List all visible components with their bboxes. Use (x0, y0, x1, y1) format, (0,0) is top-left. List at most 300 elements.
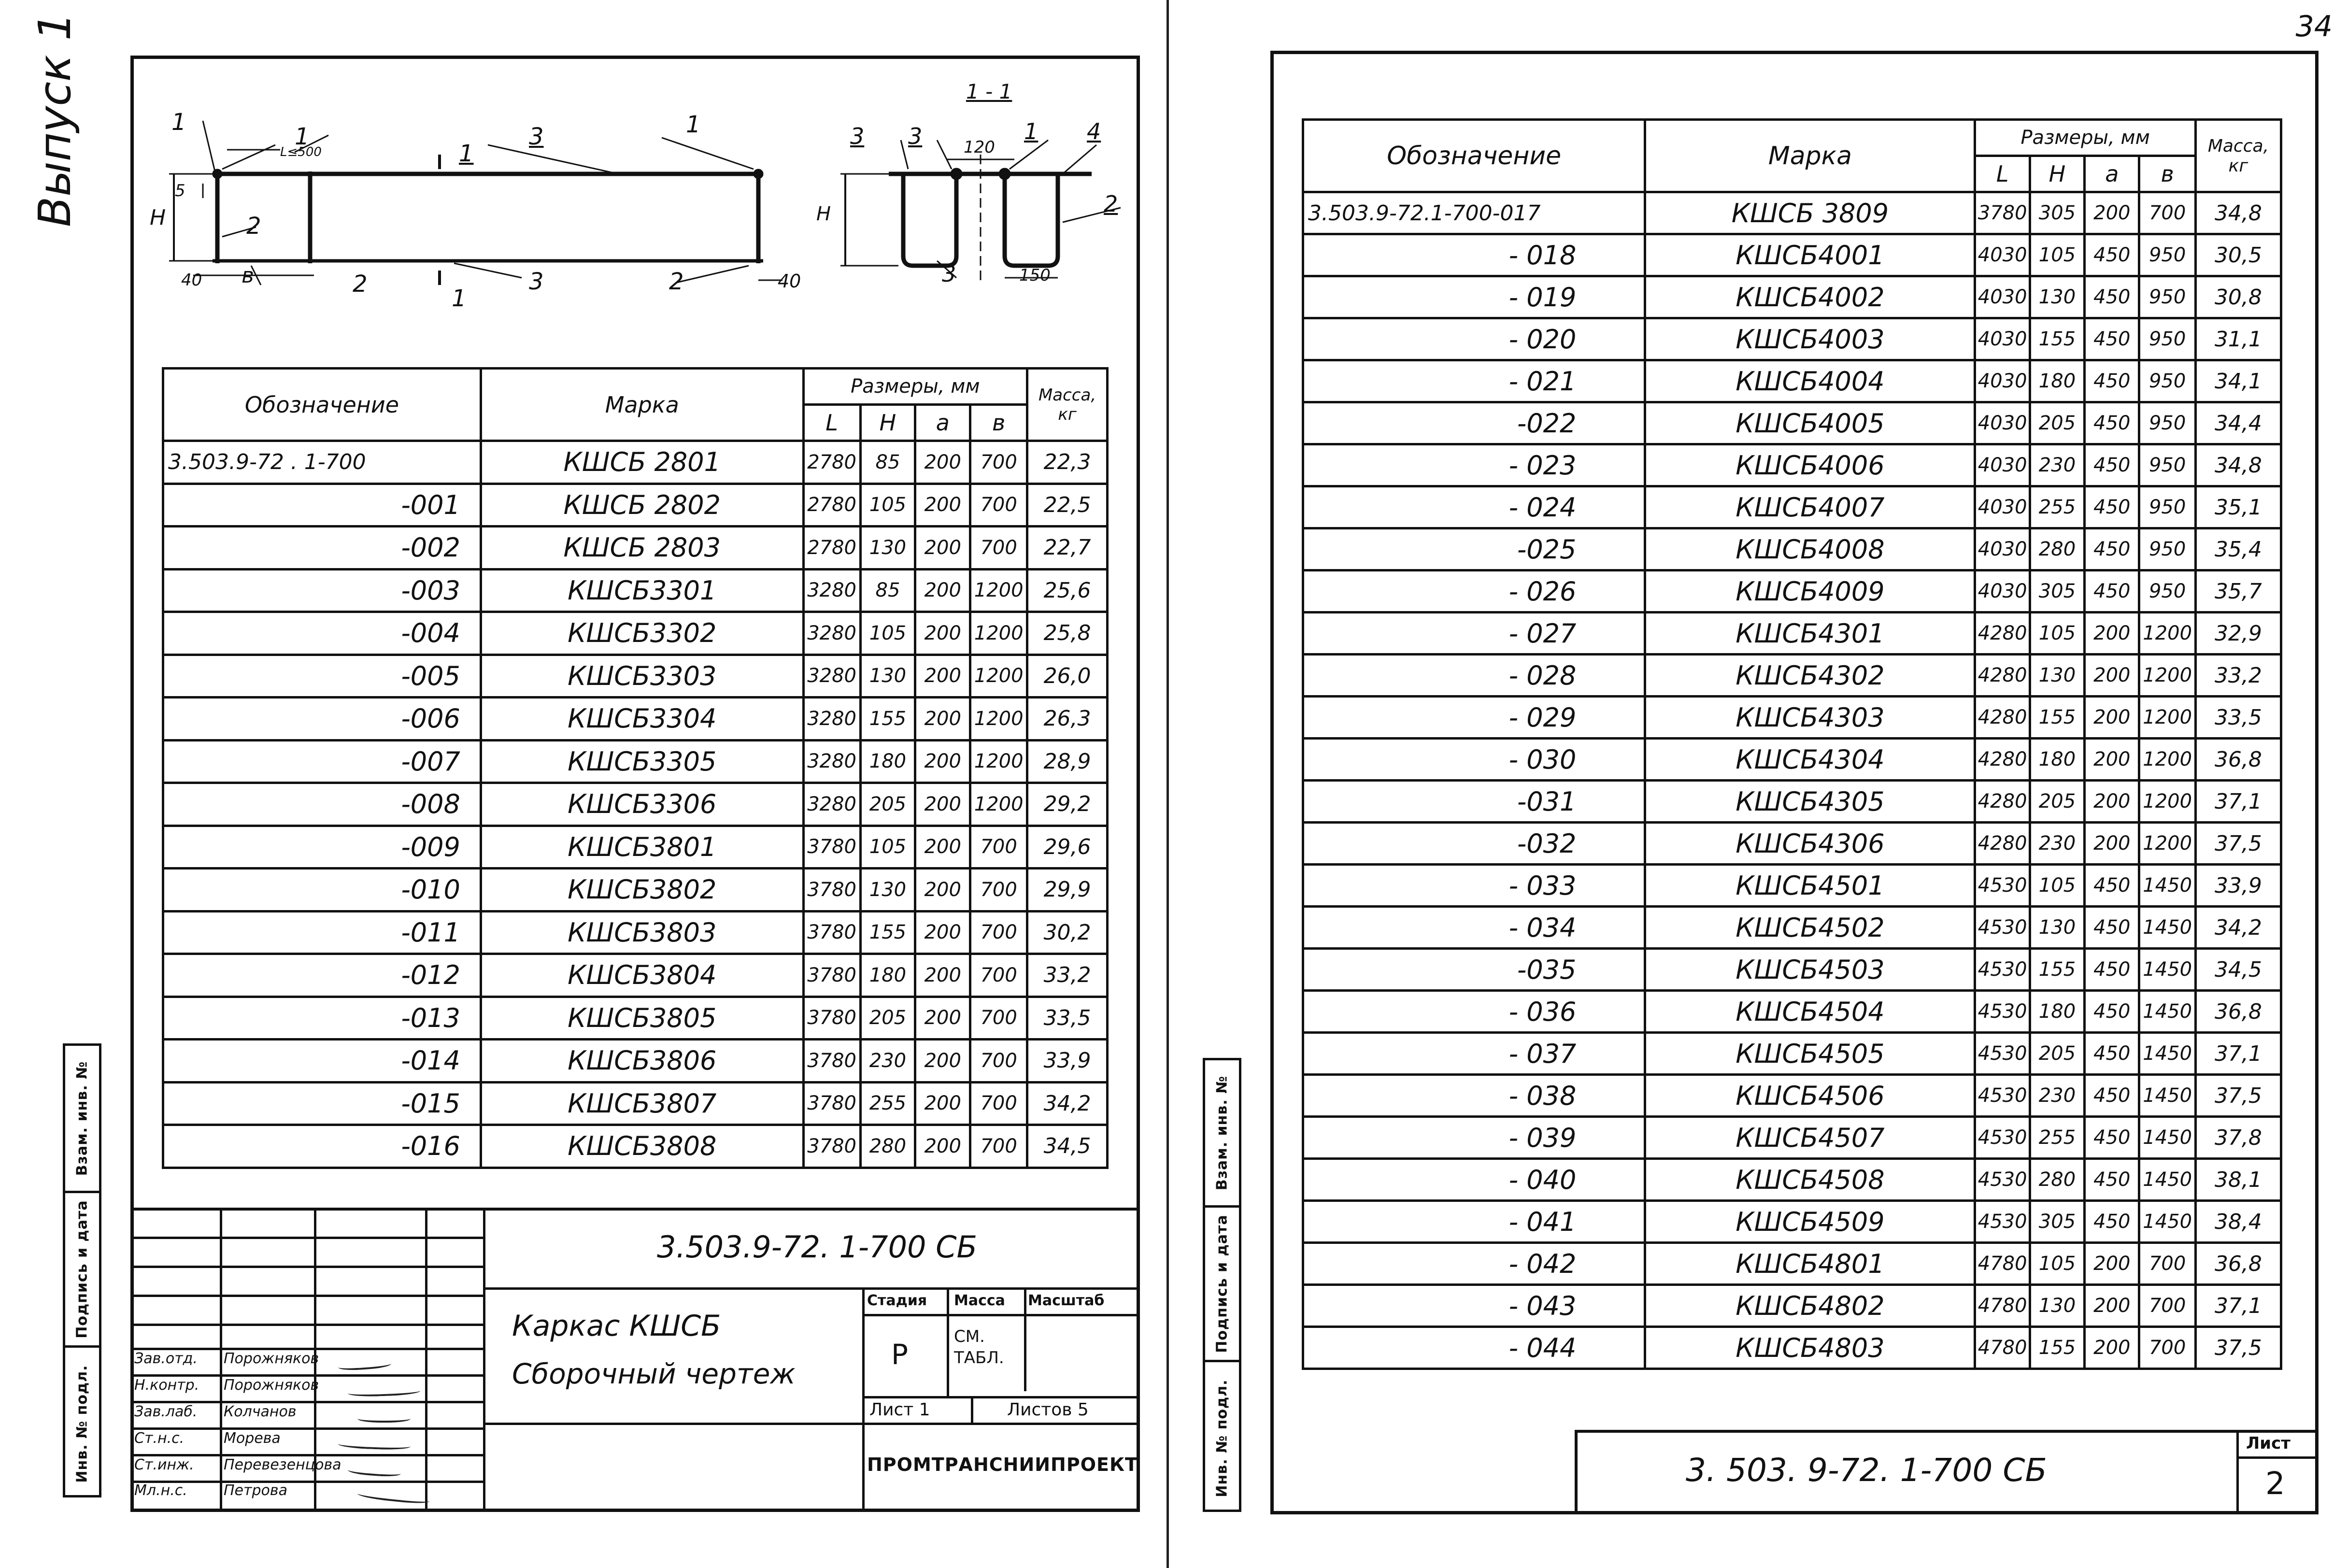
b-cell: 700 (970, 1082, 1027, 1125)
length-cell: 4030 (1975, 528, 2030, 570)
mass-cell: 28,9 (1027, 740, 1108, 783)
mark-cell: КШСБ3801 (481, 826, 803, 869)
sheet-divider (1166, 0, 1169, 1568)
height-cell: 205 (860, 997, 915, 1040)
b-cell: 700 (970, 997, 1027, 1040)
designation-cell: -011 (163, 911, 481, 954)
mass-cell: 36,8 (2195, 991, 2281, 1033)
b-cell: 700 (970, 1125, 1027, 1168)
length-cell: 4030 (1975, 486, 2030, 528)
b-cell: 700 (970, 869, 1027, 912)
mass-cell: 25,8 (1027, 612, 1108, 655)
drawing-title-line1: Каркас КШСБ (512, 1309, 721, 1343)
mass-cell: 33,9 (1027, 1040, 1108, 1083)
designation-cell: - 042 (1303, 1243, 1645, 1285)
height-cell: 180 (2030, 991, 2084, 1033)
length-cell: 4530 (1975, 907, 2030, 949)
table-row (163, 740, 1108, 783)
mass-cell: 35,7 (2195, 570, 2281, 613)
scale-header: Масштаб (1028, 1292, 1105, 1309)
a-cell: 450 (2085, 234, 2139, 276)
height-cell: 255 (2030, 486, 2084, 528)
dim-40-left: 40 (181, 271, 202, 290)
col-b-right: в (2139, 156, 2195, 192)
mass-cell: 33,9 (2195, 865, 2281, 907)
table-row (1303, 991, 2281, 1033)
signer-role: Ст.инж. (134, 1456, 194, 1473)
length-cell: 2780 (803, 527, 860, 570)
dim-120: 120 (964, 138, 995, 157)
mass-cell: 34,2 (2195, 907, 2281, 949)
col-mark-right: Марка (1645, 120, 1975, 192)
length-cell: 3780 (803, 1040, 860, 1083)
table-row (1303, 1201, 2281, 1243)
a-cell: 200 (915, 569, 970, 612)
table-row (1303, 781, 2281, 823)
mark-cell: КШСБ3302 (481, 612, 803, 655)
mass-cell: 26,3 (1027, 698, 1108, 741)
designation-cell: -010 (163, 869, 481, 912)
table-row (1303, 865, 2281, 907)
b-cell: 700 (970, 826, 1027, 869)
mass-cell: 30,2 (1027, 911, 1108, 954)
height-cell: 130 (860, 655, 915, 698)
table-row (1303, 1285, 2281, 1327)
col-a: a (915, 405, 970, 441)
length-cell: 4030 (1975, 402, 2030, 444)
designation-cell: - 019 (1303, 276, 1645, 318)
length-cell: 3780 (1975, 192, 2030, 234)
mark-cell: КШСБ3807 (481, 1082, 803, 1125)
length-cell: 4280 (1975, 781, 2030, 823)
table-row (1303, 486, 2281, 528)
a-cell: 200 (915, 740, 970, 783)
callout-4: 1 (686, 111, 701, 138)
b-cell: 950 (2139, 402, 2195, 444)
b-cell: 1200 (970, 569, 1027, 612)
mark-cell: КШСБ3303 (481, 655, 803, 698)
stamp-signature-date: Подпись и дата (73, 1200, 91, 1339)
b-cell: 1200 (2139, 613, 2195, 655)
designation-cell: - 039 (1303, 1117, 1645, 1159)
length-cell: 4280 (1975, 697, 2030, 739)
stamp-original-inv-right: Инв. № подл. (1213, 1379, 1231, 1497)
b-cell: 1450 (2139, 1033, 2195, 1075)
sheet-label: Лист 1 (869, 1400, 930, 1420)
signature-scribble (357, 1414, 411, 1423)
designation-cell: 3.503.9-72 . 1-700 (163, 441, 481, 484)
a-cell: 200 (915, 997, 970, 1040)
mark-cell: КШСБ4803 (1645, 1327, 1975, 1369)
dim-5: 5 (175, 181, 185, 200)
a-cell: 200 (2085, 655, 2139, 697)
length-cell: 4030 (1975, 444, 2030, 486)
b-cell: 1200 (2139, 739, 2195, 781)
callout-14: 4 (1087, 118, 1101, 144)
height-cell: 305 (2030, 570, 2084, 613)
mark-cell: КШСБ4506 (1645, 1075, 1975, 1117)
table-row (1303, 949, 2281, 991)
designation-cell: -031 (1303, 781, 1645, 823)
callout-5: 1 (459, 140, 474, 167)
height-cell: 105 (2030, 613, 2084, 655)
col-mark: Марка (481, 369, 803, 441)
stamp-original-inv: Инв. № подл. (73, 1365, 91, 1483)
mass-cell: 29,9 (1027, 869, 1108, 912)
stage-value: Р (891, 1338, 908, 1371)
height-cell: 180 (2030, 739, 2084, 781)
length-cell: 3780 (803, 1082, 860, 1125)
mark-cell: КШСБ4502 (1645, 907, 1975, 949)
designation-cell: -022 (1303, 402, 1645, 444)
signer-role: Н.контр. (134, 1377, 199, 1394)
b-cell: 1450 (2139, 1159, 2195, 1201)
height-cell: 230 (860, 1040, 915, 1083)
signer-name: Порожняков (224, 1377, 319, 1394)
mark-cell: КШСБ4507 (1645, 1117, 1975, 1159)
dim-150: 150 (1019, 266, 1051, 285)
table-row (163, 612, 1108, 655)
mark-cell: КШСБ3304 (481, 698, 803, 741)
mass-cell: 30,8 (2195, 276, 2281, 318)
b-cell: 700 (970, 527, 1027, 570)
col-mass-right: Масса, кг (2195, 120, 2281, 192)
a-cell: 200 (915, 441, 970, 484)
a-cell: 450 (2085, 865, 2139, 907)
col-sizes-right: Размеры, мм (1975, 120, 2195, 156)
col-a-right: a (2085, 156, 2139, 192)
table-row (163, 527, 1108, 570)
left-doc-code: 3.503.9-72. 1-700 СБ (657, 1229, 978, 1265)
a-cell: 450 (2085, 1075, 2139, 1117)
mass-value: СМ. ТАБЛ. (954, 1327, 1004, 1368)
mark-cell: КШСБ4301 (1645, 613, 1975, 655)
b-cell: 1200 (2139, 781, 2195, 823)
mark-cell: КШСБ4001 (1645, 234, 1975, 276)
height-cell: 130 (2030, 1285, 2084, 1327)
designation-cell: - 043 (1303, 1285, 1645, 1327)
mark-cell: КШСБ4505 (1645, 1033, 1975, 1075)
a-cell: 200 (915, 826, 970, 869)
col-mass: Масса, кг (1027, 369, 1108, 441)
b-cell: 700 (970, 1040, 1027, 1083)
designation-cell: - 028 (1303, 655, 1645, 697)
height-cell: 105 (860, 484, 915, 527)
height-cell: 255 (860, 1082, 915, 1125)
designation-cell: -035 (1303, 949, 1645, 991)
a-cell: 450 (2085, 1033, 2139, 1075)
mass-cell: 29,2 (1027, 783, 1108, 826)
mark-cell: КШСБ3301 (481, 569, 803, 612)
height-cell: 280 (2030, 528, 2084, 570)
table-row (1303, 1033, 2281, 1075)
length-cell: 2780 (803, 484, 860, 527)
a-cell: 450 (2085, 276, 2139, 318)
length-cell: 3780 (803, 911, 860, 954)
table-row (163, 826, 1108, 869)
length-cell: 4030 (1975, 276, 2030, 318)
height-cell: 205 (860, 783, 915, 826)
mark-cell: КШСБ4302 (1645, 655, 1975, 697)
b-cell: 1200 (970, 612, 1027, 655)
table-row (1303, 613, 2281, 655)
height-cell: 130 (2030, 655, 2084, 697)
signer-role: Зав.лаб. (134, 1403, 198, 1420)
mark-cell: КШСБ4009 (1645, 570, 1975, 613)
height-cell: 130 (860, 869, 915, 912)
length-cell: 2780 (803, 441, 860, 484)
mass-cell: 34,4 (2195, 402, 2281, 444)
table-row (1303, 739, 2281, 781)
height-cell: 280 (860, 1125, 915, 1168)
designation-cell: -007 (163, 740, 481, 783)
table-row (1303, 697, 2281, 739)
mark-cell: КШСБ4802 (1645, 1285, 1975, 1327)
designation-cell: -001 (163, 484, 481, 527)
a-cell: 200 (2085, 613, 2139, 655)
col-b: в (970, 405, 1027, 441)
mass-cell: 33,5 (2195, 697, 2281, 739)
a-cell: 200 (2085, 781, 2139, 823)
organization: ПРОМТРАНСНИИПРОЕКТ (867, 1454, 1138, 1475)
designation-cell: - 021 (1303, 360, 1645, 402)
designation-cell: - 030 (1303, 739, 1645, 781)
height-cell: 105 (2030, 1243, 2084, 1285)
col-designation-right: Обозначение (1303, 120, 1645, 192)
height-cell: 155 (860, 698, 915, 741)
mark-cell: КШСБ4509 (1645, 1201, 1975, 1243)
a-cell: 200 (915, 1125, 970, 1168)
length-cell: 4780 (1975, 1243, 2030, 1285)
a-cell: 200 (915, 1040, 970, 1083)
designation-cell: - 034 (1303, 907, 1645, 949)
designation-cell: -012 (163, 954, 481, 997)
col-designation: Обозначение (163, 369, 481, 441)
mark-cell: КШСБ 2803 (481, 527, 803, 570)
designation-cell: - 041 (1303, 1201, 1645, 1243)
table-row (1303, 1327, 2281, 1369)
length-cell: 3280 (803, 698, 860, 741)
length-cell: 4530 (1975, 1159, 2030, 1201)
designation-cell: - 020 (1303, 318, 1645, 360)
table-row (163, 655, 1108, 698)
mass-cell: 22,5 (1027, 484, 1108, 527)
table-row (163, 783, 1108, 826)
mark-cell: КШСБ4801 (1645, 1243, 1975, 1285)
a-cell: 200 (915, 527, 970, 570)
dim-40-right: 40 (778, 271, 801, 292)
length-cell: 3280 (803, 740, 860, 783)
mass-cell: 30,5 (2195, 234, 2281, 276)
b-cell: 700 (2139, 1243, 2195, 1285)
mass-cell: 22,3 (1027, 441, 1108, 484)
a-cell: 200 (2085, 823, 2139, 865)
a-cell: 200 (915, 484, 970, 527)
mass-cell: 29,6 (1027, 826, 1108, 869)
dim-h-left: H (150, 205, 166, 230)
mark-cell: КШСБ4508 (1645, 1159, 1975, 1201)
height-cell: 130 (860, 527, 915, 570)
a-cell: 450 (2085, 528, 2139, 570)
section-label: 1 - 1 (966, 80, 1012, 103)
length-cell: 4530 (1975, 1033, 2030, 1075)
a-cell: 450 (2085, 1117, 2139, 1159)
height-cell: 280 (2030, 1159, 2084, 1201)
length-cell: 3280 (803, 569, 860, 612)
b-cell: 1200 (970, 783, 1027, 826)
mass-cell: 37,1 (2195, 1285, 2281, 1327)
a-cell: 450 (2085, 1159, 2139, 1201)
mark-cell: КШСБ4008 (1645, 528, 1975, 570)
assembly-drawing (135, 92, 1140, 333)
b-cell: 950 (2139, 486, 2195, 528)
sheets-label: Листов 5 (1007, 1400, 1089, 1420)
designation-cell: - 044 (1303, 1327, 1645, 1369)
designation-cell: 3.503.9-72.1-700-017 (1303, 192, 1645, 234)
mass-header: Масса (954, 1292, 1005, 1309)
a-cell: 450 (2085, 402, 2139, 444)
height-cell: 230 (2030, 823, 2084, 865)
b-cell: 1200 (970, 740, 1027, 783)
mark-cell: КШСБ3804 (481, 954, 803, 997)
table-row (1303, 570, 2281, 613)
signer-role: Мл.н.с. (134, 1482, 187, 1499)
mass-cell: 25,6 (1027, 569, 1108, 612)
designation-cell: - 040 (1303, 1159, 1645, 1201)
a-cell: 450 (2085, 949, 2139, 991)
b-cell: 1450 (2139, 1117, 2195, 1159)
b-cell: 950 (2139, 360, 2195, 402)
designation-cell: -014 (163, 1040, 481, 1083)
mass-cell: 37,5 (2195, 823, 2281, 865)
height-cell: 305 (2030, 1201, 2084, 1243)
table-row (163, 698, 1108, 741)
length-cell: 3280 (803, 783, 860, 826)
mass-cell: 36,8 (2195, 739, 2281, 781)
a-cell: 200 (2085, 1243, 2139, 1285)
a-cell: 200 (915, 954, 970, 997)
height-cell: 230 (2030, 1075, 2084, 1117)
mass-cell: 37,8 (2195, 1117, 2281, 1159)
mark-cell: КШСБ 2801 (481, 441, 803, 484)
table-row (1303, 1159, 2281, 1201)
callout-13: 1 (1024, 118, 1038, 144)
b-cell: 700 (970, 484, 1027, 527)
mass-cell: 35,1 (2195, 486, 2281, 528)
height-cell: 155 (2030, 318, 2084, 360)
height-cell: 155 (2030, 1327, 2084, 1369)
mark-cell: КШСБ3806 (481, 1040, 803, 1083)
mark-cell: КШСБ3803 (481, 911, 803, 954)
designation-cell: -003 (163, 569, 481, 612)
a-cell: 450 (2085, 444, 2139, 486)
designation-cell: - 033 (1303, 865, 1645, 907)
mass-cell: 34,5 (1027, 1125, 1108, 1168)
mass-cell: 33,2 (1027, 954, 1108, 997)
length-cell: 4280 (1975, 655, 2030, 697)
b-cell: 1450 (2139, 949, 2195, 991)
table-row (1303, 234, 2281, 276)
b-cell: 1200 (970, 655, 1027, 698)
mass-cell: 22,7 (1027, 527, 1108, 570)
designation-cell: - 018 (1303, 234, 1645, 276)
b-cell: 950 (2139, 570, 2195, 613)
a-cell: 450 (2085, 486, 2139, 528)
b-cell: 700 (2139, 192, 2195, 234)
designation-cell: - 027 (1303, 613, 1645, 655)
height-cell: 105 (2030, 865, 2084, 907)
mark-cell: КШСБ3808 (481, 1125, 803, 1168)
table-row (163, 954, 1108, 997)
height-cell: 205 (2030, 1033, 2084, 1075)
right-sheet-label: Лист (2246, 1434, 2290, 1453)
table-row (163, 1125, 1108, 1168)
a-cell: 200 (2085, 1327, 2139, 1369)
b-cell: 700 (2139, 1327, 2195, 1369)
mass-cell: 35,4 (2195, 528, 2281, 570)
stamp-replace-inv-right: Взам. инв. № (1213, 1075, 1231, 1190)
b-cell: 950 (2139, 528, 2195, 570)
height-cell: 230 (2030, 444, 2084, 486)
series-label: Выпуск 1 (29, 12, 81, 227)
designation-cell: - 037 (1303, 1033, 1645, 1075)
mass-cell: 33,2 (2195, 655, 2281, 697)
mark-cell: КШСБ4306 (1645, 823, 1975, 865)
signer-name: Морева (224, 1430, 281, 1447)
signer-name: Перевезенцова (224, 1456, 341, 1473)
mark-cell: КШСБ3306 (481, 783, 803, 826)
a-cell: 200 (2085, 192, 2139, 234)
signer-role: Зав.отд. (134, 1350, 198, 1367)
height-cell: 305 (2030, 192, 2084, 234)
table-row (163, 484, 1108, 527)
mark-cell: КШСБ4007 (1645, 486, 1975, 528)
page-number: 34 (2295, 10, 2333, 43)
a-cell: 450 (2085, 907, 2139, 949)
length-cell: 3780 (803, 826, 860, 869)
length-cell: 3280 (803, 655, 860, 698)
height-cell: 130 (2030, 907, 2084, 949)
length-cell: 4280 (1975, 823, 2030, 865)
designation-cell: - 026 (1303, 570, 1645, 613)
b-cell: 1450 (2139, 907, 2195, 949)
designation-cell: -006 (163, 698, 481, 741)
b-cell: 1200 (2139, 655, 2195, 697)
a-cell: 200 (915, 698, 970, 741)
callout-2: 1 (295, 123, 310, 150)
b-cell: 700 (970, 911, 1027, 954)
callout-10: 1 (452, 285, 467, 312)
mark-cell: КШСБ3802 (481, 869, 803, 912)
a-cell: 200 (2085, 739, 2139, 781)
mass-cell: 37,5 (2195, 1327, 2281, 1369)
designation-cell: - 036 (1303, 991, 1645, 1033)
signer-name: Петрова (224, 1482, 287, 1499)
height-cell: 155 (860, 911, 915, 954)
b-cell: 1450 (2139, 1075, 2195, 1117)
a-cell: 450 (2085, 570, 2139, 613)
length-cell: 3780 (803, 1125, 860, 1168)
callout-15: 2 (1104, 191, 1118, 217)
drawing-title-line2: Сборочный чертеж (512, 1357, 796, 1390)
stamp-replace-inv: Взам. инв. № (73, 1061, 91, 1176)
mark-cell: КШСБ3305 (481, 740, 803, 783)
a-cell: 200 (915, 1082, 970, 1125)
right-side-stamp (1203, 1058, 1241, 1512)
length-cell: 4530 (1975, 1075, 2030, 1117)
b-cell: 1450 (2139, 991, 2195, 1033)
table-row (1303, 192, 2281, 234)
